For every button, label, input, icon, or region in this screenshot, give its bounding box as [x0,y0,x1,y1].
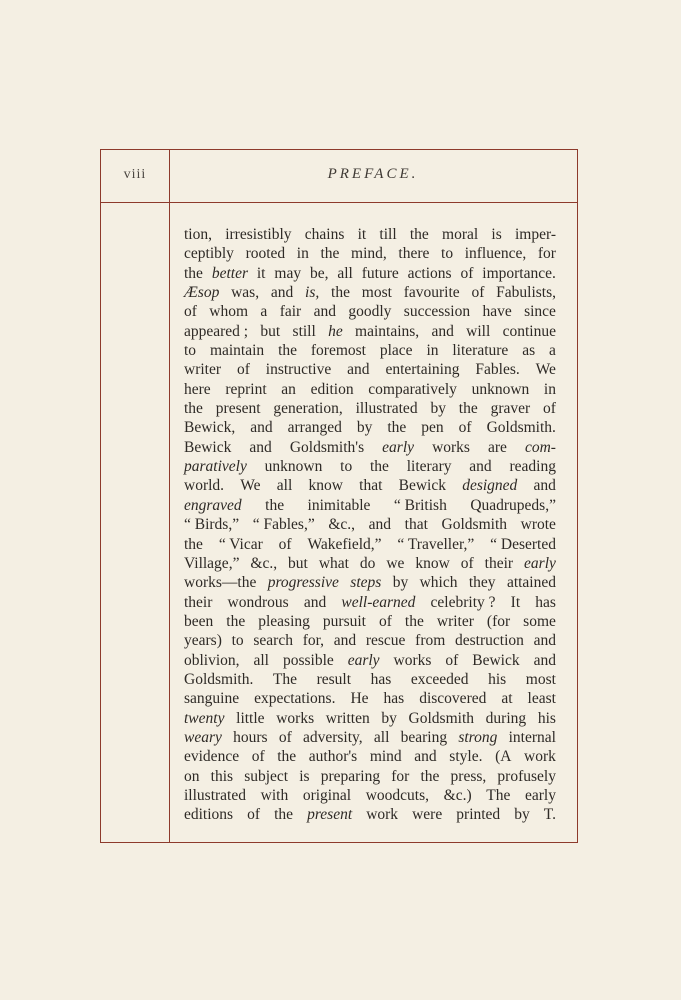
word: exceeded [410,670,469,688]
word: that [404,516,428,534]
word: of [458,419,472,437]
word: the [277,748,297,766]
word: Wakefield,” [307,535,382,553]
text-line [184,593,556,612]
word: this [210,767,234,785]
word: unknown [471,380,530,398]
word: sanguine [184,690,240,708]
word: all [373,728,390,746]
text-line [184,264,556,283]
word: do [359,554,376,572]
word: will [466,322,491,340]
word: and [270,284,294,302]
word: celebrity ? [430,593,496,611]
word: Goldsmith. [486,419,556,437]
word: the [404,612,424,630]
word: works—the [184,574,257,592]
word: an [281,380,296,398]
word: style. [449,748,483,766]
word: all [253,651,269,669]
word: have [482,303,512,321]
word: years) [184,632,222,650]
text-line [184,457,556,476]
text-line [184,341,556,360]
word: and [533,632,556,650]
word: reprint [225,380,267,398]
word: works [393,651,432,669]
word: that [359,477,383,495]
italic-word: early [524,554,556,572]
italic-word: designed [462,477,518,495]
text-line [184,283,556,302]
word: “ Deserted [490,535,556,553]
word: destruction [455,632,524,650]
word: and [414,748,437,766]
word: instructive [265,361,332,379]
word: with [260,786,289,804]
word: original [302,786,352,804]
word: illustrated [355,400,418,418]
word: to [231,632,244,650]
word: oblivion, [184,651,240,669]
text-line [184,573,556,592]
word: Bewick [184,438,232,456]
word: by [430,400,446,418]
italic-word: well-earned [341,593,416,611]
text-line [184,612,556,631]
word: till [379,226,397,243]
word: inimitable [307,496,371,514]
word: pursuit [322,612,366,630]
word: of [278,535,292,553]
italic-word: early [382,438,415,456]
word: mind [369,748,402,766]
word: hours [233,728,268,746]
word: “ Traveller,” [397,535,475,553]
word: chains [304,226,345,243]
word: been [184,612,214,630]
word: wondrous [227,593,289,611]
text-line [184,244,556,263]
word: succession [403,303,471,321]
word: has [370,670,392,688]
word: &c.) [443,786,472,804]
word: and [333,632,357,650]
word: tion, [184,226,212,243]
word: Goldsmith [408,709,474,727]
text-line [184,689,556,708]
word: from [415,632,446,650]
text-line [184,786,556,805]
word: has [535,593,556,611]
word: reading [509,458,556,476]
word: “ Vicar [218,535,263,553]
word: maintain [209,342,265,360]
word: profusely [497,767,556,785]
word: are [488,438,507,456]
word: future [361,264,399,282]
word: of [378,612,392,630]
word: result [316,670,352,688]
word: The [486,786,511,804]
word: his [488,670,507,688]
word: entertaining [385,361,460,379]
word: of [460,264,474,282]
word: woodcuts, [365,786,429,804]
word: “ Birds,” [184,516,240,534]
preface-body-text [184,225,556,825]
word: wrote [520,516,556,534]
word: it [256,264,266,282]
word: in [296,245,309,263]
word: and [431,322,454,340]
word: for [537,245,556,263]
word: the [184,535,203,553]
word: rooted [245,245,286,263]
word: and [533,477,556,495]
word: Fabulists, [496,284,556,302]
word: foremost [310,342,366,360]
text-line [184,631,556,650]
word: pen [421,419,444,437]
text-line [184,418,556,437]
word: pleasing [258,612,310,630]
word: of [247,806,261,824]
word: writer [436,612,474,630]
word: of [460,554,474,572]
text-line [184,476,556,495]
word: and [303,593,327,611]
text-line [184,515,556,534]
word: Village,” [184,554,240,572]
word: work [366,806,399,824]
running-title: PREFACE. [327,166,419,182]
word: during [485,709,527,727]
text-line [184,670,556,689]
word: the [420,767,440,785]
word: by [392,574,409,592]
word: works [276,709,315,727]
word: &c., [250,554,278,572]
word: discovered [419,690,487,708]
word: of [236,361,250,379]
word: editions [184,806,234,824]
word: press, [450,767,487,785]
word: moral [442,226,479,243]
word: and [368,516,392,534]
word: The [272,670,298,688]
word: to [441,245,454,263]
word: works [432,438,470,456]
word: in [543,380,556,398]
word: goodly [348,303,392,321]
word: little [236,709,265,727]
word: of [184,303,197,321]
word: fair [279,303,302,321]
word: the [184,400,203,418]
word: search [253,632,293,650]
word: was, [231,284,260,302]
word: Goldsmith's [289,438,365,456]
word: Fables. [475,361,520,379]
word: irresistibly [225,226,292,243]
word: evidence [184,748,240,766]
word: present [215,400,261,418]
text-line [184,535,556,554]
word: the [331,284,350,302]
italic-word: strong [458,728,498,746]
word: illustrated [184,786,246,804]
word: adversity, [302,728,363,746]
text-line [184,302,556,321]
word: attained [506,574,556,592]
word: Bewick [398,477,446,495]
word: which [419,574,458,592]
word: a [260,303,268,321]
text-line [184,225,556,244]
text-line [184,360,556,379]
word: written [325,709,370,727]
word: of [471,284,485,302]
word: has [383,690,405,708]
word: some [523,612,556,630]
word: the [458,400,478,418]
word: all [276,477,293,495]
word: by [381,709,397,727]
word: to [184,342,197,360]
word: He [350,690,369,708]
text-line [184,747,556,766]
word: of [543,400,556,418]
word: Quadrupeds,” [470,496,556,514]
word: possible [282,651,334,669]
word: all [337,264,353,282]
word: but [260,322,281,340]
italic-word: com- [524,438,556,456]
word: and [469,458,492,476]
word: unknown [264,458,323,476]
word: and [347,361,370,379]
word: edition [310,380,354,398]
word: graver [490,400,531,418]
word: the [265,496,285,514]
word: and [313,303,336,321]
word: (A [495,748,512,766]
text-line [184,322,556,341]
word: the [320,245,340,263]
word: “ British [393,496,447,514]
word: to [340,458,353,476]
word: preparing [320,767,381,785]
text-line [184,554,556,573]
word: It [510,593,521,611]
word: here [184,380,211,398]
text-line [184,380,556,399]
word: arranged [287,419,342,437]
word: Goldsmith [441,516,507,534]
italic-word: engraved [184,496,242,514]
text-line [184,496,556,515]
word: mind, [351,245,387,263]
word: maintains, [355,322,420,340]
word: by [514,806,530,824]
word: since [524,303,556,321]
word: his [537,709,556,727]
word: comparatively [368,380,457,398]
word: generation, [273,400,343,418]
word: Bewick [472,651,520,669]
word: in [426,342,439,360]
word: continue [502,322,556,340]
word: We [240,477,261,495]
word: rescue [365,632,406,650]
word: place [379,342,413,360]
italic-word: Æsop [184,284,220,302]
italic-word: better [211,264,248,282]
word: be, [309,264,329,282]
word: is [491,226,502,243]
word: Goldsmith. [184,670,254,688]
word: it [357,226,367,243]
word: expectations. [254,690,336,708]
word: and [249,438,272,456]
word: the [274,806,294,824]
text-line [184,399,556,418]
word: most [361,284,392,302]
word: what [318,554,349,572]
word: T. [543,806,556,824]
word: there [398,245,430,263]
word: actions [407,264,452,282]
word: know [308,477,343,495]
word: appeared ; [184,322,249,340]
italic-word: twenty [184,709,225,727]
text-line [184,805,556,824]
italic-word: steps [350,574,382,592]
word: “ Fables,” [252,516,315,534]
word: know [415,554,450,572]
word: (for [486,612,511,630]
word: the [409,226,429,243]
word: of [278,728,292,746]
word: as [522,342,536,360]
word: most [525,670,556,688]
text-line [184,709,556,728]
text-line [184,767,556,786]
word: for, [302,632,325,650]
word: internal [508,728,556,746]
word: writer [184,361,222,379]
word: at [501,690,513,708]
word: may [274,264,302,282]
word: on [184,767,200,785]
word: of [251,748,265,766]
word: by [356,419,373,437]
italic-word: early [347,651,380,669]
word: least [527,690,556,708]
word: bearing [400,728,448,746]
word: a [549,342,556,360]
word: their [184,593,213,611]
word: We [535,361,556,379]
word: importance. [482,264,556,282]
text-line [184,651,556,670]
text-line [184,438,556,457]
word: is [299,767,310,785]
word: still [292,322,316,340]
word: but [288,554,308,572]
word: early [525,786,556,804]
text-line [184,728,556,747]
word: whom [209,303,249,321]
word: &c., [328,516,356,534]
word: of [445,651,459,669]
word: ceptibly [184,245,234,263]
word: favourite [403,284,460,302]
italic-word: he [328,322,343,340]
word: the [370,458,389,476]
word: and [250,419,273,437]
word: the [278,342,297,360]
word: imper- [514,226,556,243]
word: literary [406,458,452,476]
word: they [468,574,496,592]
word: the [184,264,203,282]
word: world. [184,477,225,495]
italic-word: progressive [267,574,339,592]
word: their [484,554,514,572]
word: printed [456,806,501,824]
page-number: viii [123,167,147,182]
italic-word: present [307,806,353,824]
header-rule [101,202,577,203]
word: for [391,767,410,785]
word: literature [452,342,509,360]
italic-word: weary [184,728,222,746]
word: we [386,554,405,572]
word: subject [244,767,289,785]
italic-word: paratively [184,458,247,476]
word: work [524,748,556,766]
word: the [226,612,246,630]
word: author's [308,748,358,766]
italic-word: is, [305,284,320,302]
word: and [533,651,556,669]
word: the [387,419,407,437]
word: influence, [464,245,527,263]
word: were [412,806,443,824]
word: Bewick, [184,419,236,437]
